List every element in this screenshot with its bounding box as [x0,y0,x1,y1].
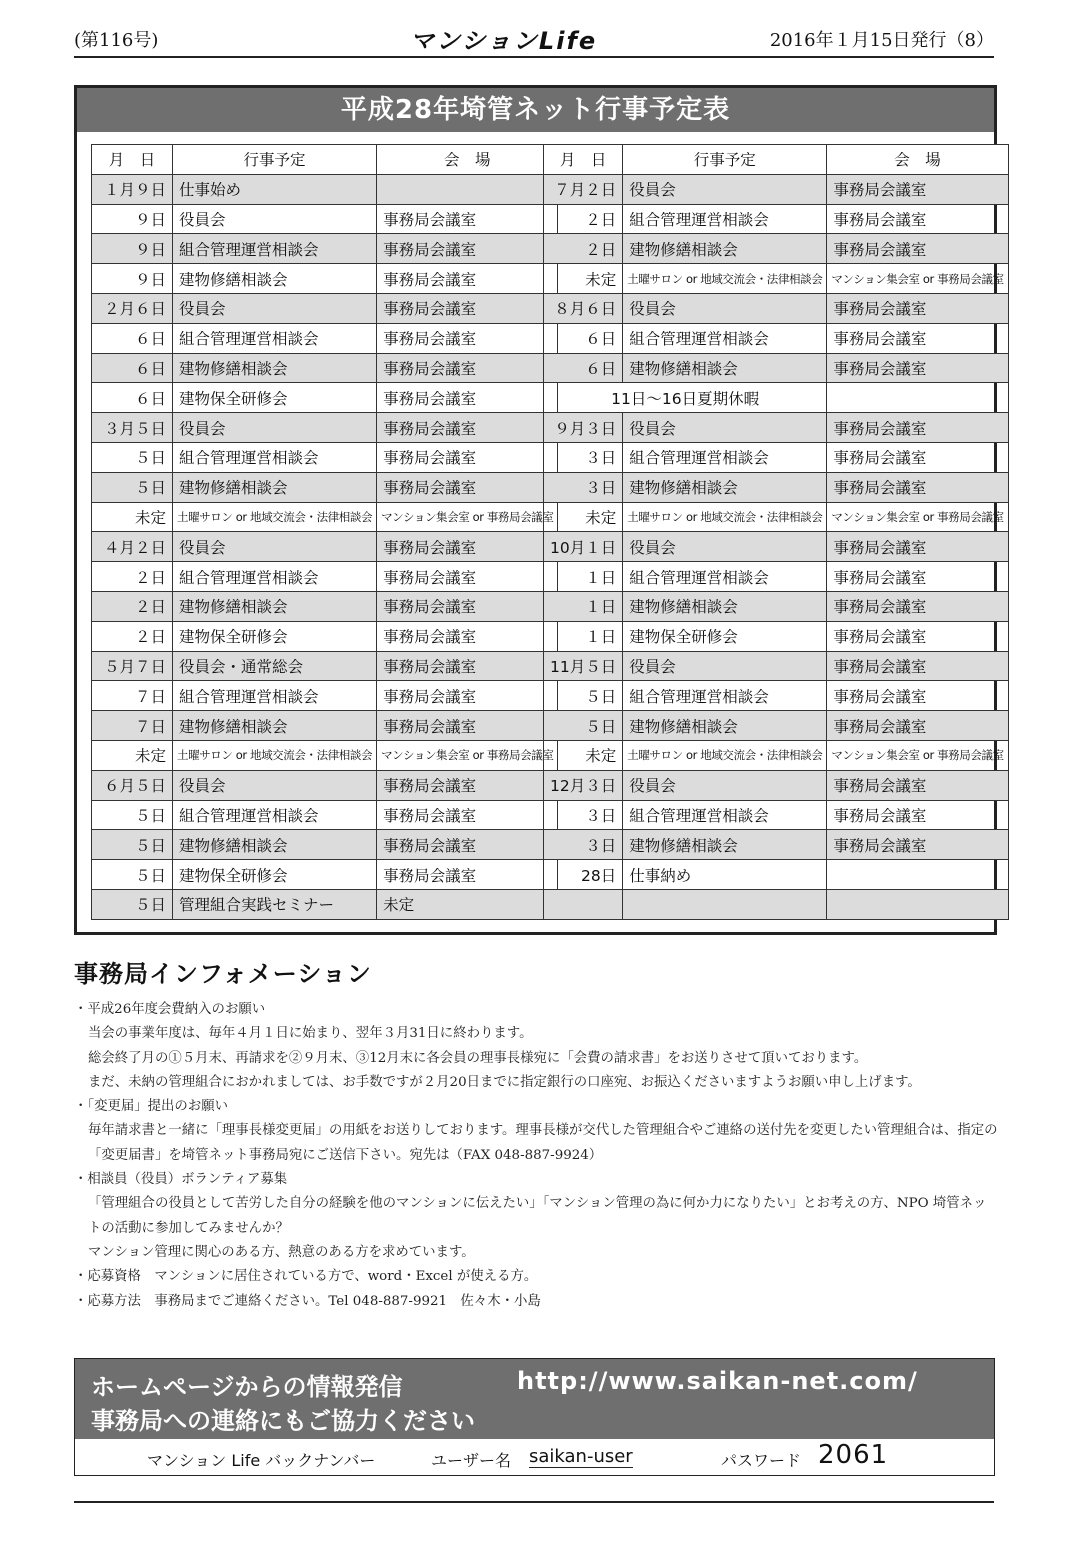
schedule-event-cell: 建物修繕相談会 [623,353,827,383]
schedule-date-cell: ５日 [92,800,173,830]
schedule-title: 平成28年埼管ネット行事予定表 [77,88,994,132]
info-paragraph: まだ、未納の管理組合におかれましては、お手数ですが２月20日までに指定銀行の口座宛、お振込くださいますようお願い申し上げます。 [88,1074,921,1090]
schedule-event-cell: 建物修繕相談会 [173,591,377,621]
schedule-venue-cell: 事務局会議室 [827,681,1008,711]
schedule-row [544,174,1009,204]
schedule-event-cell: 建物保全研修会 [173,860,377,890]
schedule-event-cell: 建物修繕相談会 [623,711,827,741]
schedule-venue-cell: マンション集会室 or 事務局会議室 [827,740,1008,770]
schedule-date-cell: ５日 [92,830,173,860]
schedule-venue-cell: 事務局会議室 [827,413,1008,443]
schedule-event-cell: 組合管理運営相談会 [623,323,827,353]
schedule-venue-cell: マンション集会室 or 事務局会議室 [827,264,1008,294]
schedule-row [92,442,558,472]
schedule-row [92,234,558,264]
info-paragraph: ・「変更届」提出のお願い [74,1099,228,1115]
schedule-row [92,562,558,592]
schedule-date-cell: ６月５日 [92,770,173,800]
issue-date: 2016年１月15日発行（8） [769,30,994,51]
schedule-box [74,85,1004,935]
footer-rule [74,1501,994,1503]
schedule-row [92,889,558,919]
schedule-venue-cell: 事務局会議室 [377,234,558,264]
schedule-venue-cell: 事務局会議室 [827,323,1008,353]
schedule-venue-cell: 事務局会議室 [377,711,558,741]
schedule-event-cell: 役員会 [173,204,377,234]
schedule-event-cell: 役員会 [173,770,377,800]
schedule-venue-cell: 事務局会議室 [827,562,1008,592]
info-paragraph: 総会終了月の①５月末、再請求を②９月末、③12月末に各会員の理事長様宛に「会費の請求書」をお送りさせて頂いております。 [88,1050,868,1066]
schedule-date-cell: ２日 [92,562,173,592]
schedule-event-cell: 管理組合実践セミナー [173,889,377,919]
schedule-date-cell: ６日 [544,323,623,353]
homepage-heading: ホームページからの情報発信 [91,1373,403,1401]
schedule-row [92,770,558,800]
schedule-row [92,413,558,443]
schedule-date-cell: ６日 [544,353,623,383]
schedule-event-cell: 建物修繕相談会 [623,830,827,860]
schedule-event-cell: 組合管理運営相談会 [173,562,377,592]
schedule-event-cell: 建物修繕相談会 [173,472,377,502]
backnumber-label: マンション Life バックナンバー [147,1451,376,1470]
schedule-venue-cell: 事務局会議室 [377,681,558,711]
schedule-row [544,800,1009,830]
schedule-row [544,264,1009,294]
schedule-date-cell: ２日 [92,591,173,621]
issue-number: (第116号) [74,30,159,51]
schedule-row [92,353,558,383]
schedule-row [92,502,558,532]
schedule-venue-cell: 事務局会議室 [377,860,558,890]
schedule-row [92,740,558,770]
schedule-event-cell: 建物修繕相談会 [173,830,377,860]
schedule-date-cell: ９日 [92,234,173,264]
schedule-date-cell: １月９日 [92,174,173,204]
homepage-box [74,1358,995,1476]
schedule-date-cell: ５日 [92,889,173,919]
schedule-date-cell: 28日 [544,860,623,890]
schedule-row [544,502,1009,532]
schedule-venue-cell: 事務局会議室 [377,442,558,472]
schedule-row [544,889,1009,919]
info-section-body [74,998,998,1314]
schedule-venue-cell: マンション集会室 or 事務局会議室 [377,740,558,770]
schedule-row [92,383,558,413]
schedule-event-cell: 土曜サロン or 地域交流会・法律相談会 [623,264,827,294]
schedule-venue-cell: 事務局会議室 [377,472,558,502]
schedule-table-right [543,144,1009,920]
schedule-date-cell: 未定 [544,264,623,294]
schedule-venue-cell: 事務局会議室 [827,293,1008,323]
info-paragraph: ・相談員（役員）ボランティア募集 [74,1172,288,1188]
schedule-date-cell: ２月６日 [92,293,173,323]
schedule-row [544,770,1009,800]
schedule-event-cell: 建物修繕相談会 [623,234,827,264]
schedule-event-cell: 組合管理運営相談会 [623,681,827,711]
schedule-row [544,621,1009,651]
schedule-event-cell: 役員会 [623,532,827,562]
schedule-date-cell: １日 [544,621,623,651]
schedule-row [544,293,1009,323]
schedule-row [92,651,558,681]
schedule-event-cell: 組合管理運営相談会 [173,234,377,264]
schedule-row [92,621,558,651]
schedule-event-cell: 役員会 [623,413,827,443]
schedule-event-cell: 組合管理運営相談会 [623,442,827,472]
schedule-event-cell: 組合管理運営相談会 [173,323,377,353]
schedule-date-cell: １日 [544,562,623,592]
schedule-event-cell: 建物保全研修会 [173,621,377,651]
schedule-row [92,174,558,204]
schedule-venue-cell: 事務局会議室 [377,621,558,651]
schedule-date-cell: ４月２日 [92,532,173,562]
schedule-date-cell: ３日 [544,830,623,860]
schedule-date-cell: ７月２日 [544,174,623,204]
password-value: 2061 [818,1440,889,1470]
schedule-date-cell: ９日 [92,204,173,234]
schedule-event-cell: 建物修繕相談会 [173,353,377,383]
schedule-event-cell: 建物修繕相談会 [173,711,377,741]
info-paragraph: 当会の事業年度は、毎年４月１日に始まり、翌年３月31日に終わります。 [88,1026,533,1042]
schedule-date-cell: ３日 [544,442,623,472]
schedule-row [92,264,558,294]
schedule-venue-cell: 事務局会議室 [827,711,1008,741]
schedule-venue-cell [377,174,558,204]
schedule-event-cell: 組合管理運営相談会 [623,562,827,592]
schedule-event-cell: 組合管理運営相談会 [173,800,377,830]
schedule-row [544,323,1009,353]
schedule-row [92,293,558,323]
schedule-venue-cell [827,860,1008,890]
username-value: saikan-user [529,1446,633,1467]
schedule-event-cell: 仕事納め [623,860,827,890]
schedule-event-cell: 役員会 [623,293,827,323]
schedule-venue-cell: 事務局会議室 [827,234,1008,264]
info-paragraph: 毎年請求書と一緒に「理事長様変更届」の用紙をお送りしております。理事長様が交代した管理組合やご連絡の送付先を変更したい管理組合は、指定の「変更届書」を埼管ネット事務局宛にご送信下さい。宛先は（FAX 048-887-9924） [88,1123,998,1163]
homepage-banner [75,1359,994,1439]
schedule-venue-cell: マンション集会室 or 事務局会議室 [377,502,558,532]
schedule-date-cell: ７日 [92,681,173,711]
schedule-venue-cell: 事務局会議室 [377,770,558,800]
schedule-event-cell [623,889,827,919]
schedule-event-cell: 建物修繕相談会 [623,472,827,502]
schedule-venue-cell: 事務局会議室 [827,204,1008,234]
schedule-venue-cell: 未定 [377,889,558,919]
schedule-row [544,204,1009,234]
schedule-event-cell: 建物修繕相談会 [173,264,377,294]
username-label: ユーザー名 [431,1451,512,1470]
schedule-date-cell: ６日 [92,323,173,353]
schedule-venue-cell: 事務局会議室 [377,651,558,681]
schedule-date-cell: ２日 [544,234,623,264]
schedule-row [92,472,558,502]
schedule-venue-cell: 事務局会議室 [377,353,558,383]
schedule-date-cell: ２日 [92,621,173,651]
schedule-venue-cell: 事務局会議室 [827,800,1008,830]
schedule-venue-cell: 事務局会議室 [377,591,558,621]
schedule-event-cell: 土曜サロン or 地域交流会・法律相談会 [173,502,377,532]
column-header-venue: 会 場 [377,145,558,175]
info-section-title: 事務局インフォメーション [74,959,372,988]
schedule-venue-cell: 事務局会議室 [827,472,1008,502]
schedule-event-cell: 土曜サロン or 地域交流会・法律相談会 [623,740,827,770]
schedule-row [544,383,1009,413]
page-header [74,22,994,58]
schedule-venue-cell: 事務局会議室 [377,264,558,294]
schedule-row [92,681,558,711]
schedule-date-cell: 未定 [544,740,623,770]
schedule-merged-cell: 11日～16日夏期休暇 [544,383,827,413]
schedule-event-cell: 土曜サロン or 地域交流会・法律相談会 [173,740,377,770]
password-label: パスワード [721,1451,802,1470]
schedule-event-cell: 土曜サロン or 地域交流会・法律相談会 [623,502,827,532]
homepage-subheading: 事務局への連絡にもご協力ください [91,1407,475,1435]
schedule-date-cell: 未定 [544,502,623,532]
schedule-venue-cell: 事務局会議室 [377,413,558,443]
schedule-date-cell: ５日 [544,681,623,711]
schedule-date-cell: ７日 [92,711,173,741]
backnumber-credentials [75,1439,994,1475]
schedule-venue-cell: 事務局会議室 [827,621,1008,651]
schedule-venue-cell: 事務局会議室 [827,651,1008,681]
schedule-date-cell: ５月７日 [92,651,173,681]
schedule-date-cell: ５日 [92,472,173,502]
info-paragraph: ・応募方法 事務局までご連絡ください。Tel 048-887-9921 佐々木・小島 [74,1293,541,1309]
schedule-venue-cell: 事務局会議室 [827,174,1008,204]
schedule-row [544,234,1009,264]
column-header-venue: 会 場 [827,145,1008,175]
schedule-row [544,681,1009,711]
schedule-row [92,204,558,234]
schedule-date-cell: 11月５日 [544,651,623,681]
schedule-event-cell: 組合管理運営相談会 [173,442,377,472]
schedule-date-cell: ５日 [92,860,173,890]
info-paragraph: ・応募資格 マンションに居住されている方で、word・Excel が使える方。 [74,1269,538,1285]
schedule-venue-cell: 事務局会議室 [377,830,558,860]
schedule-date-cell: ２日 [544,204,623,234]
schedule-date-cell [544,889,623,919]
schedule-venue-cell: マンション集会室 or 事務局会議室 [827,502,1008,532]
info-paragraph: ・平成26年度会費納入のお願い [74,1002,266,1017]
schedule-venue-cell [827,889,1008,919]
schedule-row [544,442,1009,472]
schedule-event-cell: 組合管理運営相談会 [623,800,827,830]
schedule-row [92,830,558,860]
schedule-event-cell: 役員会 [623,174,827,204]
schedule-venue-cell: 事務局会議室 [827,532,1008,562]
schedule-event-cell: 役員会 [173,293,377,323]
schedule-date-cell: ５日 [92,442,173,472]
schedule-row [92,800,558,830]
schedule-event-cell: 仕事始め [173,174,377,204]
schedule-row [544,860,1009,890]
schedule-row [544,472,1009,502]
schedule-date-cell: ８月６日 [544,293,623,323]
homepage-url-link[interactable]: http://www.saikan-net.com/ [517,1367,918,1395]
schedule-row [92,711,558,741]
info-paragraph: マンション管理に関心のある方、熱意のある方を求めています。 [88,1244,475,1260]
schedule-row [544,532,1009,562]
schedule-date-cell: ６日 [92,383,173,413]
schedule-row [92,532,558,562]
schedule-row [544,353,1009,383]
schedule-venue-cell: 事務局会議室 [377,800,558,830]
schedule-date-cell: ９日 [92,264,173,294]
column-header-date: 月 日 [92,145,173,175]
schedule-venue-cell: 事務局会議室 [377,383,558,413]
schedule-venue-cell: 事務局会議室 [377,204,558,234]
schedule-row [544,830,1009,860]
schedule-event-cell: 役員会 [623,770,827,800]
schedule-venue-cell: 事務局会議室 [377,562,558,592]
schedule-venue-cell: 事務局会議室 [827,591,1008,621]
schedule-venue-cell [827,383,1008,413]
schedule-date-cell: 10月１日 [544,532,623,562]
schedule-event-cell: 組合管理運営相談会 [623,204,827,234]
schedule-event-cell: 役員会 [173,532,377,562]
schedule-event-cell: 組合管理運営相談会 [173,681,377,711]
schedule-date-cell: ６日 [92,353,173,383]
schedule-row [544,591,1009,621]
schedule-date-cell: ９月３日 [544,413,623,443]
schedule-date-cell: 12月３日 [544,770,623,800]
schedule-date-cell: １日 [544,591,623,621]
info-paragraph: 「管理組合の役員として苦労した自分の経験を他のマンションに伝えたい」「マンション管理の為に何か力になりたい」とお考えの方、NPO 埼管ネットの活動に参加してみませんか？ [88,1196,987,1236]
schedule-venue-cell: 事務局会議室 [827,442,1008,472]
schedule-row [544,562,1009,592]
schedule-event-cell: 役員会 [173,413,377,443]
schedule-date-cell: ３日 [544,472,623,502]
schedule-date-cell: ３日 [544,800,623,830]
masthead-logo: マンションLife [410,27,598,55]
schedule-venue-cell: 事務局会議室 [377,532,558,562]
column-header-event: 行事予定 [623,145,827,175]
schedule-venue-cell: 事務局会議室 [827,770,1008,800]
schedule-date-cell: ５日 [544,711,623,741]
schedule-event-cell: 建物保全研修会 [623,621,827,651]
schedule-row [544,711,1009,741]
schedule-row [92,591,558,621]
column-header-event: 行事予定 [173,145,377,175]
schedule-date-cell: 未定 [92,740,173,770]
schedule-row [92,860,558,890]
schedule-venue-cell: 事務局会議室 [377,323,558,353]
schedule-date-cell: ３月５日 [92,413,173,443]
schedule-row [544,740,1009,770]
schedule-row [92,323,558,353]
schedule-event-cell: 建物保全研修会 [173,383,377,413]
schedule-event-cell: 役員会・通常総会 [173,651,377,681]
schedule-venue-cell: 事務局会議室 [377,293,558,323]
schedule-date-cell: 未定 [92,502,173,532]
schedule-table-left [91,144,558,920]
schedule-event-cell: 建物修繕相談会 [623,591,827,621]
column-header-date: 月 日 [544,145,623,175]
schedule-row [544,651,1009,681]
schedule-venue-cell: 事務局会議室 [827,353,1008,383]
schedule-event-cell: 役員会 [623,651,827,681]
schedule-venue-cell: 事務局会議室 [827,830,1008,860]
schedule-row [544,413,1009,443]
